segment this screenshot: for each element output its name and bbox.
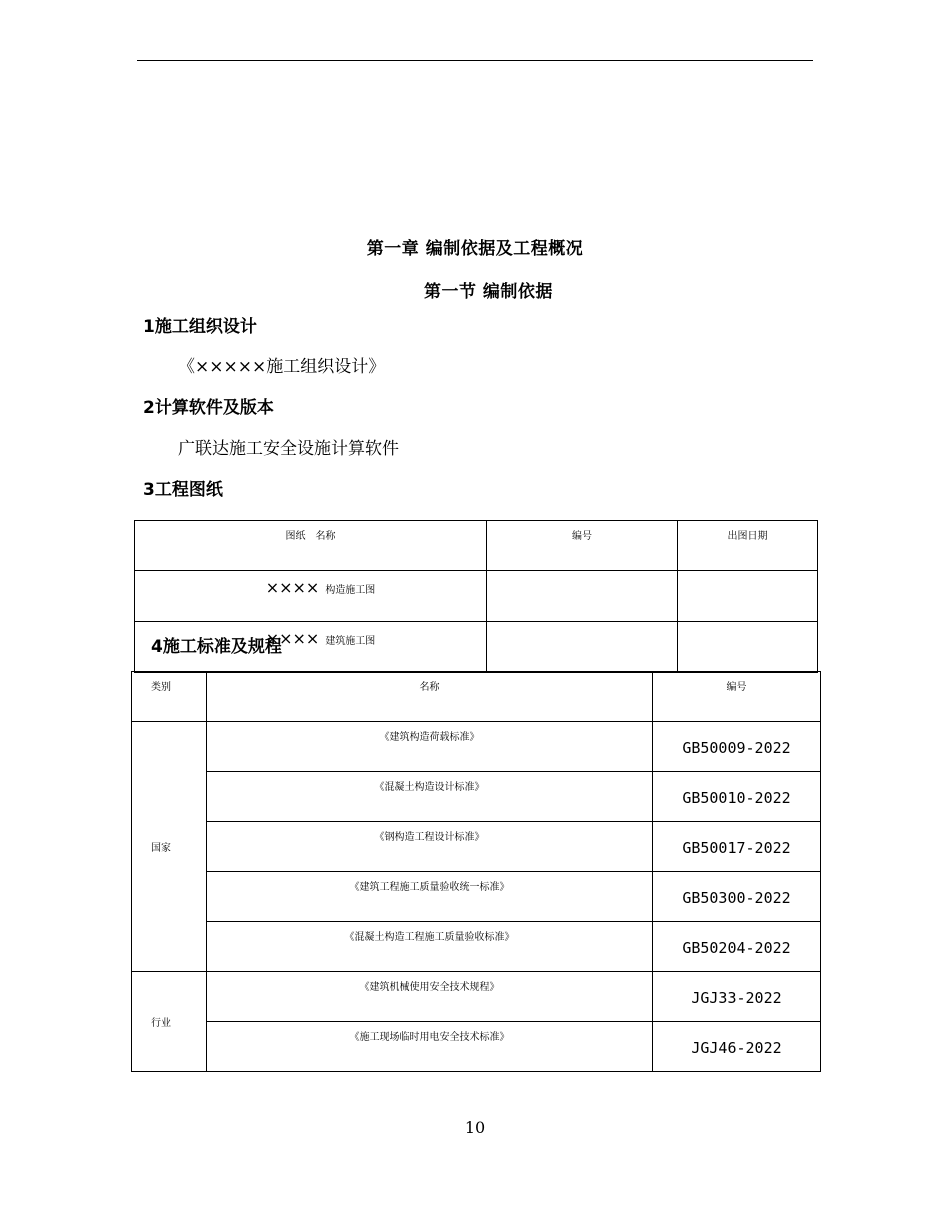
drawing-name-cell [135,571,487,622]
table-row [135,571,818,622]
category-cell: 国家 [132,722,207,972]
table-row [132,972,821,1022]
standard-code: JGJ46-2022 [653,1022,821,1072]
header-cell: 编号 [653,672,821,722]
standard-name: 《混凝土构造设计标准》 [207,772,653,822]
drawing-number-cell [487,571,678,622]
standard-name: 《钢构造工程设计标准》 [207,822,653,872]
page-number: 10 [464,1118,486,1137]
header-cell: 名称 [207,672,653,722]
header-cell: 出图日期 [678,521,818,571]
standard-code: JGJ33-2022 [653,972,821,1022]
standard-code: GB50010-2022 [653,772,821,822]
table-header-row [135,521,818,571]
table-header-row [132,672,821,722]
section-title: 第一节 编制依据 [424,282,553,302]
heading-software: 2计算软件及版本 [143,398,274,418]
table-row [132,722,821,772]
drawing-date-cell [678,622,818,673]
drawing-name: 建筑施工图 [325,636,376,647]
header-cell: 类别 [132,672,207,722]
standard-code: GB50017-2022 [653,822,821,872]
software-text: 广联达施工安全设施计算软件 [178,439,399,459]
drawing-date-cell [678,571,818,622]
table-row [132,772,821,822]
standard-name: 《建筑构造荷载标准》 [207,722,653,772]
table-row [132,1022,821,1072]
drawing-mark: ×××× [265,629,320,648]
category-cell: 行业 [132,972,207,1072]
heading-standards: 4施工标准及规程 [151,637,282,657]
header-rule [137,60,813,61]
standard-code: GB50300-2022 [653,872,821,922]
table-row [132,822,821,872]
drawing-mark: ×××× [265,578,320,597]
heading-drawings: 3工程图纸 [143,480,223,500]
table-row [132,922,821,972]
standard-code: GB50009-2022 [653,722,821,772]
table-row [132,872,821,922]
standard-name: 《施工现场临时用电安全技术标准》 [207,1022,653,1072]
drawing-number-cell [487,622,678,673]
standard-name: 《建筑机械使用安全技术规程》 [207,972,653,1022]
standard-name: 《混凝土构造工程施工质量验收标准》 [207,922,653,972]
chapter-title: 第一章 编制依据及工程概况 [366,239,584,259]
standard-name: 《建筑工程施工质量验收统一标准》 [207,872,653,922]
drawing-name: 构造施工图 [325,585,376,596]
construction-design-text: 《×××××施工组织设计》 [178,357,386,377]
standard-code: GB50204-2022 [653,922,821,972]
header-cell: 编号 [487,521,678,571]
header-cell: 图纸 名称 [135,521,487,571]
heading-construction-design: 1施工组织设计 [143,317,257,337]
standards-table [131,671,821,1072]
